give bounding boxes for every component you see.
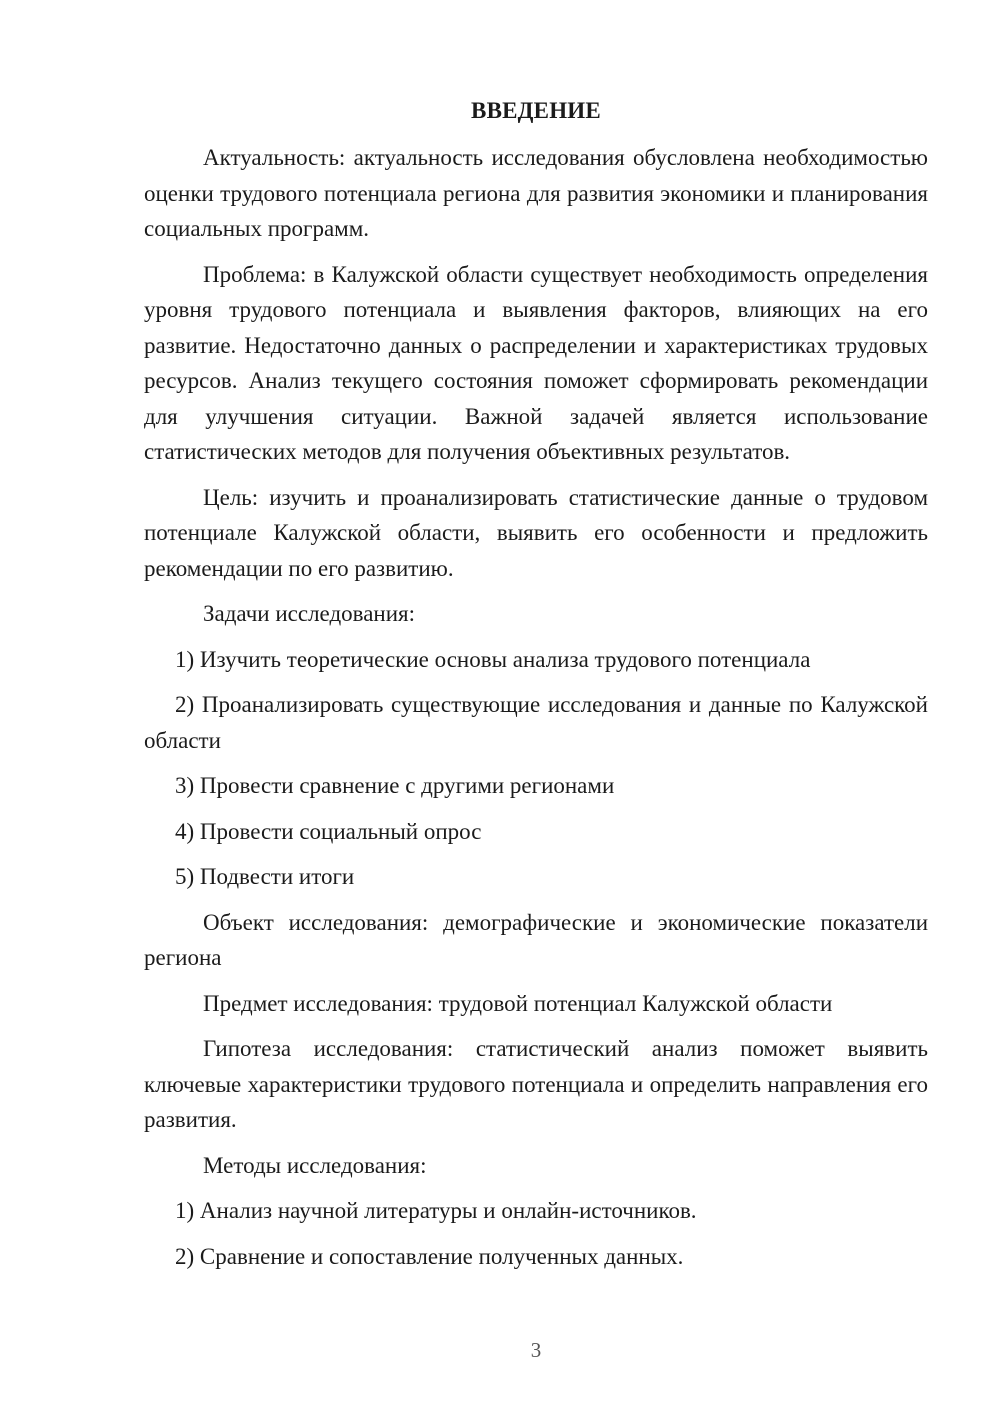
method-item: 1) Анализ научной литературы и онлайн-источников. bbox=[175, 1198, 697, 1223]
task-item: 4) Провести социальный опрос bbox=[175, 818, 482, 844]
hypothesis-paragraph: Гипотеза исследования: статистический анализ поможет выявить ключевые характеристики трудового потенциала и определить направления его развития. bbox=[144, 1036, 928, 1132]
method-item: 2) Сравнение и сопоставление полученных данных. bbox=[175, 1243, 684, 1269]
page-number: 3 bbox=[530, 1338, 542, 1362]
tasks-heading: Задачи исследования: bbox=[203, 601, 416, 626]
problem-paragraph: Проблема: в Калужской области существует необходимость определения уровня трудового потенциала и выявления факторов, влияющих на его развитие. Недостаточно данных о распределении и характеристиках трудовых ресурсов. Анализ текущего состояния поможет сформировать рекомендации для улучшения ситуации. Важной задачей является использование статистических методов для получения объективных результатов. bbox=[144, 261, 928, 464]
task-item: 2) Проанализировать существующие исследования и данные по Калужской области bbox=[144, 692, 928, 753]
task-item: 3) Провести сравнение с другими регионами bbox=[175, 773, 615, 798]
goal-paragraph: Цель: изучить и проанализировать статистические данные о трудовом потенциале Калужской области, выявить его особенности и предложить рекомендации по его развитию. bbox=[144, 484, 928, 581]
task-item: 5) Подвести итоги bbox=[175, 864, 355, 889]
page-title: ВВЕДЕНИЕ bbox=[471, 98, 601, 123]
methods-heading: Методы исследования: bbox=[203, 1152, 427, 1178]
subject-paragraph: Предмет исследования: трудовой потенциал Калужской области bbox=[203, 990, 833, 1016]
task-item: 1) Изучить теоретические основы анализа трудового потенциала bbox=[175, 646, 811, 672]
relevance-paragraph: Актуальность: актуальность исследования обусловлена необходимостью оценки трудового потенциала региона для развития экономики и планирования социальных программ. bbox=[144, 145, 928, 241]
object-paragraph: Объект исследования: демографические и экономические показатели региона bbox=[144, 909, 928, 970]
page-content bbox=[144, 94, 928, 1284]
